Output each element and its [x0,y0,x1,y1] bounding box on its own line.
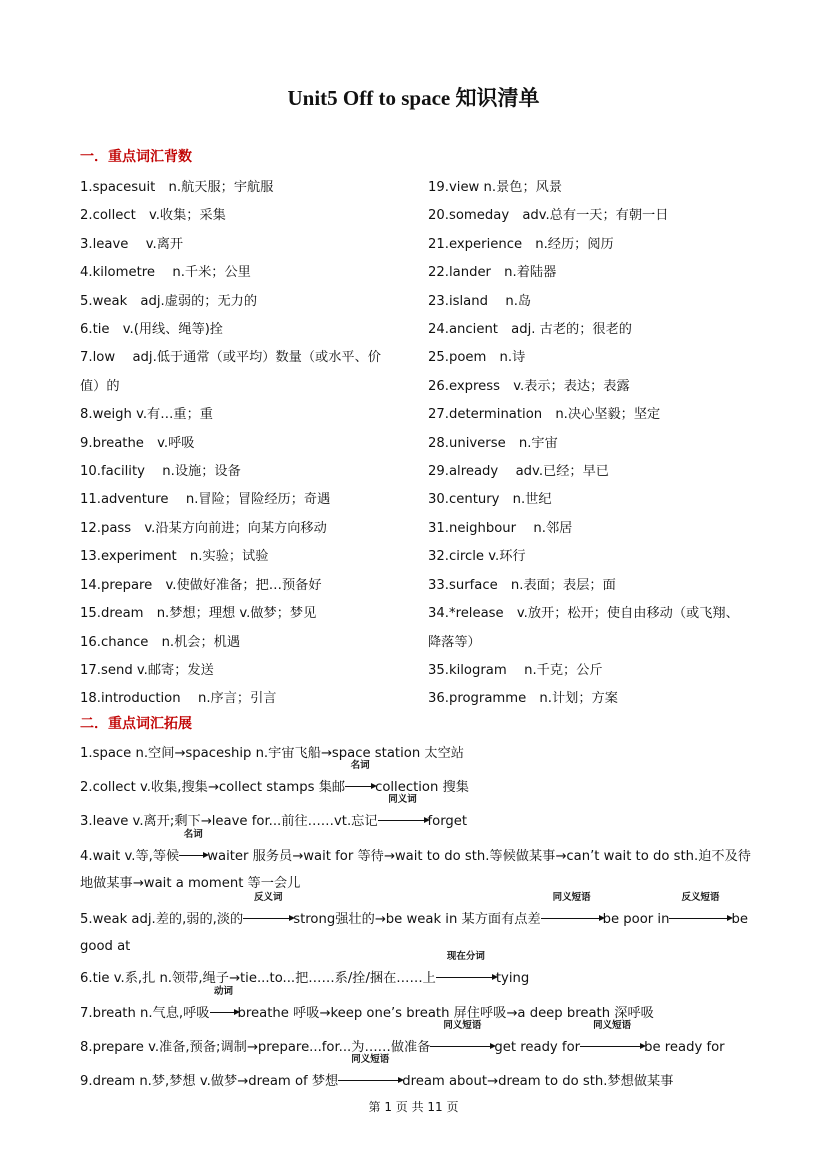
vocab-item: 19.view n.景色；风景 [428,180,563,195]
ext-text: strong强壮的→be weak in 某方面有点差 [293,912,541,927]
ext-line [80,951,760,992]
vocab-item: 32.circle v.环行 [428,549,526,565]
arrow-label [541,892,603,933]
right-arrow-icon [430,1040,494,1047]
vocab-item: 值）的 [80,378,120,394]
ext-line [80,892,760,933]
right-arrow-icon [210,1006,238,1013]
ext-text: 3.leave v.离开;剩下→leave for...前往……vt.忘记 [80,814,378,829]
ext-text: waiter 服务员→wait for 等待→wait to do sth.等候做某事→can’t wait to do sth.迫不及待 [207,849,751,864]
right-arrow-icon [243,912,293,919]
arrow-caption: 现在分词 [446,951,485,962]
arrow-caption: 动词 [213,986,233,997]
vocab-item: 1.spacesuit n.航天服；宇航服 [80,180,274,195]
right-arrow-icon [338,1074,402,1081]
section-heading-extension: 二．重点词汇拓展 [80,716,192,732]
vocab-item: 30.century n.世纪 [428,492,552,508]
vocab-item: 4.kilometre n.千米；公里 [80,265,251,281]
right-arrow-icon [378,814,428,821]
ext-text: be poor in [602,912,670,927]
arrow-caption: 名词 [350,760,370,771]
vocab-item: 2.collect v.收集；采集 [80,208,226,224]
section-heading-vocab: 一．重点词汇背数 [80,149,192,165]
vocab-item: 11.adventure n.冒险；冒险经历；奇遇 [80,492,331,508]
arrow-caption: 反义短语 [681,892,720,903]
arrow-label [669,892,731,933]
right-arrow-icon [669,912,731,919]
vocab-item: 23.island n.岛 [428,293,532,309]
vocab-item: 35.kilogram n.千克；公斤 [428,662,603,678]
vocab-item: 5.weak adj.虚弱的；无力的 [80,293,258,309]
vocab-item: 25.poem n.诗 [428,350,526,366]
arrow-caption: 同义短语 [552,892,591,903]
vocab-item: 7.low adj.低于通常（或平均）数量（或水平、价 [80,350,381,366]
vocab-item: 降落等） [428,634,481,650]
arrow-label [179,829,207,870]
vocab-item: 13.experiment n.实验；试验 [80,549,269,565]
ext-text: forget [427,814,468,829]
vocab-item: 6.tie v.(用线、绳等)拴 [80,322,224,338]
vocab-item: 15.dream n.梦想；理想 v.做梦；梦见 [80,606,317,622]
ext-text: get ready for [494,1040,581,1055]
vocab-item: 8.weigh v.有…重；重 [80,407,213,423]
ext-text: tying [495,971,530,986]
page-footer: 第 1 页 共 11 页 [368,1100,459,1114]
arrow-label [430,1020,494,1061]
arrow-label [338,1054,402,1095]
vocab-item: 20.someday adv.总有一天；有朝一日 [428,208,669,224]
vocab-column-left [80,174,430,714]
arrow-caption: 反义词 [253,892,283,903]
arrow-caption: 同义短语 [443,1020,482,1031]
right-arrow-icon [179,849,207,856]
right-arrow-icon [580,1040,644,1047]
arrow-label [243,892,293,933]
ext-text: 6.tie v.系,扎 n.领带,绳子→tie...to...把……系/拴/捆在……上 [80,971,436,986]
ext-text: good at [80,939,131,954]
ext-line [80,740,760,767]
vocab-item: 26.express v.表示；表达；表露 [428,378,630,394]
ext-text: dream about→dream to do sth.梦想做某事 [402,1074,674,1089]
vocab-item: 17.send v.邮寄；发送 [80,662,214,678]
arrow-caption: 名词 [183,829,203,840]
vocab-item: 18.introduction n.序言；引言 [80,691,277,707]
ext-text: 5.weak adj.差的,弱的,淡的 [80,912,244,927]
vocab-item: 3.leave v.离开 [80,236,184,252]
ext-line [80,870,760,897]
ext-text: be ready for [644,1040,725,1055]
vocab-item: 33.surface n.表面；表层；面 [428,577,616,593]
arrow-label [378,794,428,835]
vocab-item: 34.*release v.放开；松开；使自由移动（或飞翔、 [428,606,739,622]
ext-line [80,933,760,960]
ext-line [80,1020,760,1061]
right-arrow-icon [436,971,496,978]
ext-line [80,829,760,870]
vocab-item: 24.ancient adj. 古老的；很老的 [428,322,632,338]
vocab-item: 28.universe n.宇宙 [428,435,558,451]
vocab-item: 21.experience n.经历；阅历 [428,236,614,252]
right-arrow-icon [345,780,375,787]
page-title: Unit5 Off to space 知识清单 [287,86,540,110]
ext-text: 8.prepare v.准备,预备;调制→prepare...for...为……做准备 [80,1040,431,1055]
vocab-item: 36.programme n.计划；方案 [428,691,618,707]
vocab-item: 22.lander n.着陆器 [428,265,557,281]
ext-text: 7.breath n.气息,呼吸 [80,1006,210,1021]
ext-text: 9.dream n.梦,梦想 v.做梦→dream of 梦想 [80,1074,339,1089]
ext-text: 地做某事→wait a moment 等一会儿 [80,876,301,891]
ext-text: breathe 呼吸→keep one’s breath 屏住呼吸→a deep breath 深呼吸 [237,1006,654,1021]
arrow-caption: 同义短语 [593,1020,632,1031]
ext-line [80,1054,760,1095]
arrow-label [580,1020,644,1061]
vocab-item: 9.breathe v.呼吸 [80,435,195,451]
vocab-item: 14.prepare v.使做好准备；把…预备好 [80,577,322,593]
vocab-item: 27.determination n.决心坚毅；坚定 [428,407,661,423]
arrow-label [436,951,496,992]
ext-text: 1.space n.空间→spaceship n.宇宙飞船→space station 太空站 [80,746,464,761]
ext-text: collection 搜集 [375,780,469,795]
ext-text: 4.wait v.等,等候 [80,849,180,864]
arrow-label [345,760,375,801]
ext-line [80,986,760,1027]
vocab-item: 10.facility n.设施；设备 [80,464,241,480]
ext-text: 2.collect v.收集,搜集→collect stamps 集邮 [80,780,346,795]
arrow-label [210,986,238,1027]
arrow-caption: 同义短语 [351,1054,390,1065]
vocab-item: 29.already adv.已经；早已 [428,464,609,480]
right-arrow-icon [541,912,603,919]
vocab-column-right [428,174,773,714]
arrow-caption: 同义词 [388,794,417,805]
vocab-item: 31.neighbour n.邻居 [428,520,573,536]
vocab-item: 16.chance n.机会；机遇 [80,634,241,650]
ext-text: be [731,912,748,927]
vocab-item: 12.pass v.沿某方向前进；向某方向移动 [80,520,327,536]
